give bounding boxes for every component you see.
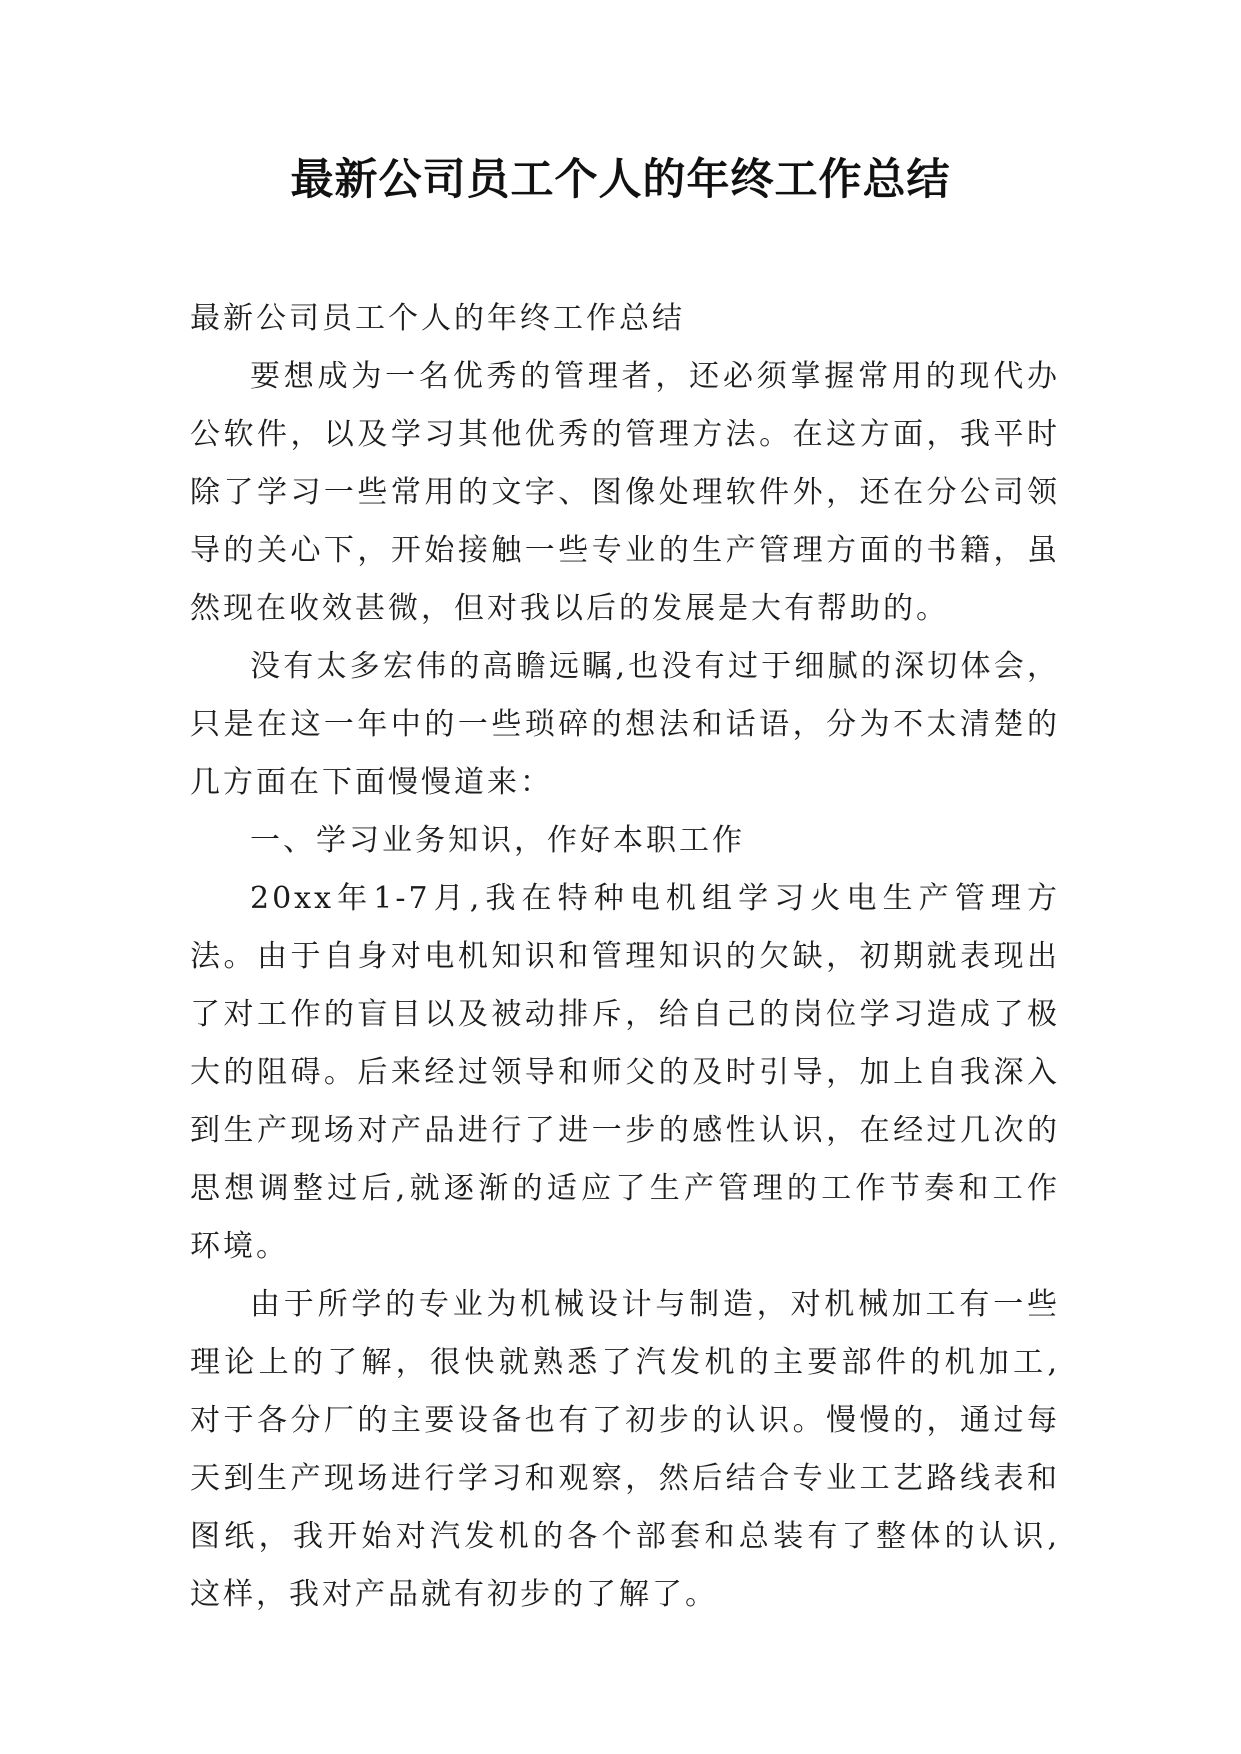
paragraph-introduction: 没有太多宏伟的高瞻远瞩,也没有过于细腻的深切体会，只是在这一年中的一些琐碎的想法和话语，分为不太清楚的几方面在下面慢慢道来： (190, 649, 1060, 800)
paragraph-motor-group: 20xx年1-7月,我在特种电机组学习火电生产管理方法。由于自身对电机知识和管理知识的欠缺，初期就表现出了对工作的盲目以及被动排斥，给自己的岗位学习造成了极大的阻碍。后来经过领导和师父的及时引导，加上自我深入到生产现场对产品进行了进一步的感性认识，在经过几次的思想调整过后,就逐渐的适应了生产管理的工作节奏和工作环境。 (190, 881, 1060, 1264)
document-subtitle: 最新公司员工个人的年终工作总结 (190, 301, 685, 336)
document-title: 最新公司员工个人的年终工作总结 (290, 155, 951, 205)
paragraph-mechanical-design: 由于所学的专业为机械设计与制造，对机械加工有一些理论上的了解，很快就熟悉了汽发机的主要部件的机加工,对于各分厂的主要设备也有了初步的认识。慢慢的，通过每天到生产现场进行学习和观察，然后结合专业工艺路线表和图纸，我开始对汽发机的各个部套和总装有了整体的认识,这样，我对产品就有初步的了解了。 (190, 1287, 1060, 1612)
paragraph-office-software: 要想成为一名优秀的管理者，还必须掌握常用的现代办公软件，以及学习其他优秀的管理方法。在这方面，我平时除了学习一些常用的文字、图像处理软件外，还在分公司领导的关心下，开始接触一些专业的生产管理方面的书籍，虽然现在收效甚微，但对我以后的发展是大有帮助的。 (190, 359, 1060, 626)
section-heading-1: 一、学习业务知识，作好本职工作 (250, 823, 745, 858)
document-body (190, 290, 1060, 1624)
